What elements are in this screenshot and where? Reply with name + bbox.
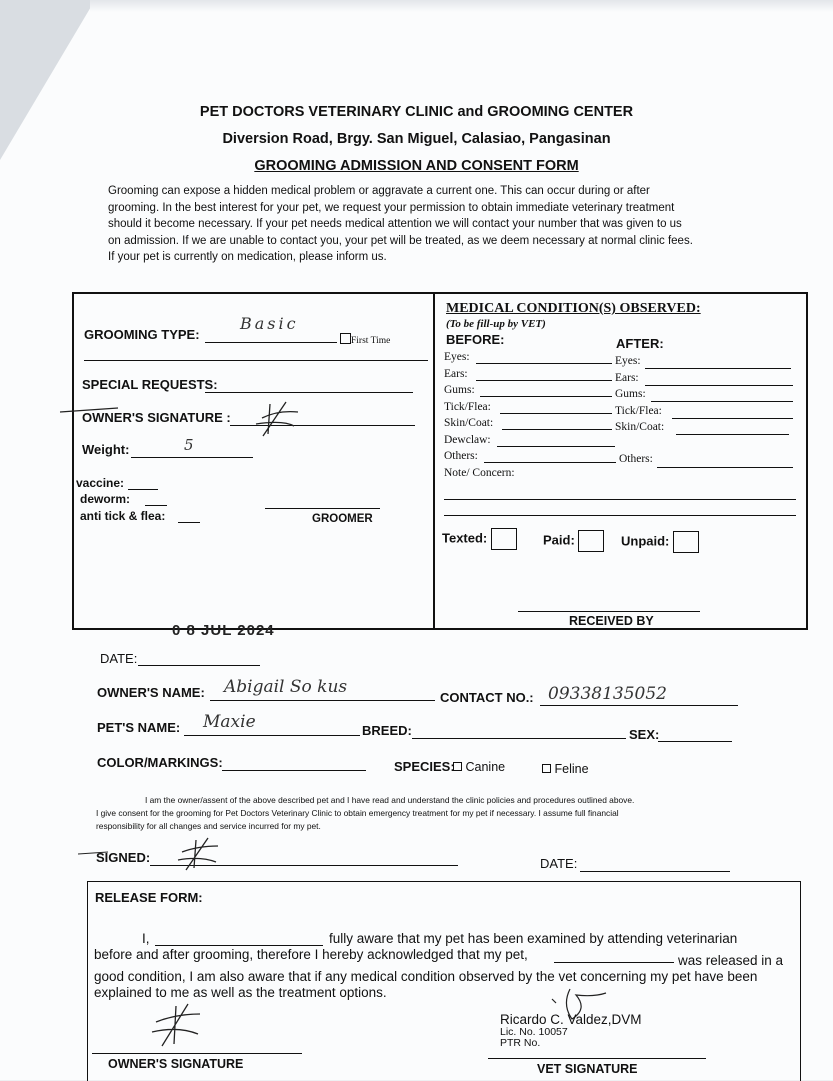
texted-checkbox[interactable] [491,528,517,550]
intro-paragraph [108,183,758,266]
consent-line: I am the owner/assent of the above described pet and I have read and understand the clinic policies and procedures outlined above. [145,795,635,805]
form-title: GROOMING ADMISSION AND CONSENT FORM [254,158,579,174]
release-owner-scribble [148,1000,208,1048]
paid-label: Paid: [543,532,575,548]
special-requests-label: SPECIAL REQUESTS: [82,377,218,392]
after-skincoat-line [676,434,789,435]
texted-label: Texted: [442,530,488,546]
signed-scribble [78,834,238,874]
before-item: Dewclaw: [444,433,491,446]
box-divider [433,294,435,628]
unpaid-checkbox[interactable] [673,531,699,553]
vet-signature-label: VET SIGNATURE [537,1062,638,1076]
vet-license: Lic. No. 10057 [500,1026,568,1038]
unpaid-option[interactable] [621,531,699,553]
groomer-line [265,508,380,509]
before-skincoat-line [502,429,612,430]
after-others-label: Others: [619,453,653,465]
vet-name: Ricardo C. Valdez,DVM [500,1012,642,1027]
owner-name-label: OWNER'S NAME: [97,685,205,700]
clinic-address: Diversion Road, Brgy. San Miguel, Calasiao, Pangasinan [222,131,611,147]
before-gums-line [480,396,612,397]
vaccine-label: vaccine: [76,476,125,490]
after-tickflea-line [672,418,793,419]
vet-ptr: PTR No. [500,1037,541,1049]
weight-value: 5 [184,436,194,454]
owner-name-line [210,700,435,701]
medical-subtitle: (To be fill-up by VET) [446,318,546,330]
received-by-line [518,611,700,612]
consent-line: I give consent for the grooming for Pet Doctors Veterinary Clinic to obtain emergency treatment for my pet if necessary. I assume full financial [96,808,619,818]
date-label: DATE: [100,651,138,666]
weight-label: Weight: [82,442,130,457]
owner-signature-scribble [58,396,308,442]
before-item: Gums: [444,384,475,396]
grooming-type-value: Basic [240,314,299,333]
feline-label: Feline [554,762,589,776]
breed-label: BREED: [362,723,412,738]
texted-option[interactable] [442,528,517,550]
contact-value: 09338135052 [548,684,667,704]
color-label: COLOR/MARKINGS: [97,755,223,770]
deworm-label: deworm: [80,492,131,506]
after-gums-line [651,401,793,402]
release-name-line [155,945,323,946]
release-i: I, [142,931,150,946]
vaccine-line [128,489,158,490]
page-stack-shadow [90,0,833,12]
signed-label: SIGNED: [96,850,151,865]
received-by-label: RECEIVED BY [569,614,654,628]
first-time-label: First Time [351,336,391,346]
after-item: Skin/Coat: [615,421,665,433]
canine-checkbox[interactable] [453,762,462,771]
admission-box [72,292,808,630]
special-requests-line [205,392,413,393]
intro-line: on admission. If we are unable to contact you, your pet will be treated, as we deem necessary at normal clinic fees. [108,234,693,247]
medical-title: MEDICAL CONDITION(S) OBSERVED: [446,301,701,316]
species-label: SPECIES: [394,759,455,774]
weight-line [131,457,253,458]
before-item: Eyes: [444,351,470,363]
canine-option[interactable] [453,760,505,774]
grooming-extra-line [84,360,428,361]
first-time-checkbox[interactable] [340,333,351,344]
release-owner-signature-label: OWNER'S SIGNATURE [108,1057,244,1071]
signed-date-line [580,871,730,872]
feline-checkbox[interactable] [542,764,551,773]
owner-signature-label: OWNER'S SIGNATURE : [82,410,231,425]
after-list [615,353,664,436]
first-time-option[interactable] [340,333,390,346]
intro-line: If your pet is currently on medication, please inform us. [108,251,387,263]
before-item: Skin/Coat: [444,417,494,429]
date-stamp: 0 8 JUL 2024 [172,622,275,639]
color-line [222,770,366,771]
release-text: good condition, I am also aware that if any medical condition observed by the vet concerning my pet have been [94,969,758,984]
after-item: Tick/Flea: [615,404,662,417]
after-label: AFTER: [616,336,664,351]
pet-name-line [184,735,360,736]
after-ears-line [645,385,793,386]
antitick-line [178,522,200,523]
signed-date-label: DATE: [540,856,578,871]
note-line-2 [444,515,796,516]
canine-label: Canine [465,760,506,774]
breed-line [412,738,626,739]
grooming-type-label: GROOMING TYPE: [84,327,200,342]
before-dewclaw-line [497,446,615,447]
intro-line: grooming. In the best interest for your pet, we request your permission to obtain immediate veterinary treatment [108,201,675,214]
sex-line [658,741,732,742]
deworm-line [145,505,167,506]
before-item: Note/ Concern: [444,466,515,479]
release-title: RELEASE FORM: [95,890,203,905]
vet-sig-line [488,1058,706,1059]
unpaid-label: Unpaid: [621,533,670,549]
pet-name-value: Maxie [203,712,256,732]
owner-name-value: Abigail So kus [224,677,348,697]
before-ears-line [476,380,612,381]
release-owner-sig-line [92,1053,302,1054]
date-line [138,665,260,666]
sex-label: SEX: [629,727,660,742]
groomer-label: GROOMER [312,513,373,525]
feline-option[interactable] [542,762,589,776]
release-text: before and after grooming, therefore I hereby acknowledged that my pet, [94,947,528,962]
antitick-label: anti tick & flea: [80,509,166,523]
release-text: was released in a [678,953,784,968]
intro-line: should it become necessary. If your pet needs medical attention we will contact your number that was given to us [108,218,682,230]
note-line-1 [444,499,796,500]
contact-label: CONTACT NO.: [440,690,534,705]
release-pet-line [554,962,674,963]
before-others-line [484,462,616,463]
consent-line: responsibility for all changes and service incurred for my pet. [96,821,321,831]
paid-option[interactable] [543,530,604,552]
intro-line: Grooming can expose a hidden medical problem or aggravate a current one. This can occur during or after [108,185,650,197]
clinic-name: PET DOCTORS VETERINARY CLINIC and GROOMING CENTER [199,104,634,120]
pet-name-label: PET'S NAME: [97,720,181,735]
before-eyes-line [476,363,612,364]
paid-checkbox[interactable] [578,530,604,552]
after-others-line [657,467,793,468]
after-eyes-line [645,368,791,369]
release-text: explained to me as well as the treatment options. [94,985,387,1000]
before-item: Tick/Flea: [444,400,491,413]
contact-line [540,705,738,706]
grooming-type-line [205,342,337,343]
before-label: BEFORE: [446,332,505,347]
before-tickflea-line [500,413,612,414]
before-item: Others: [444,450,478,462]
after-item: Eyes: [615,355,641,367]
after-item: Ears: [615,371,639,384]
release-text: fully aware that my pet has been examined by attending veterinarian [329,931,738,946]
before-item: Ears: [444,367,468,380]
after-item: Gums: [615,388,646,400]
